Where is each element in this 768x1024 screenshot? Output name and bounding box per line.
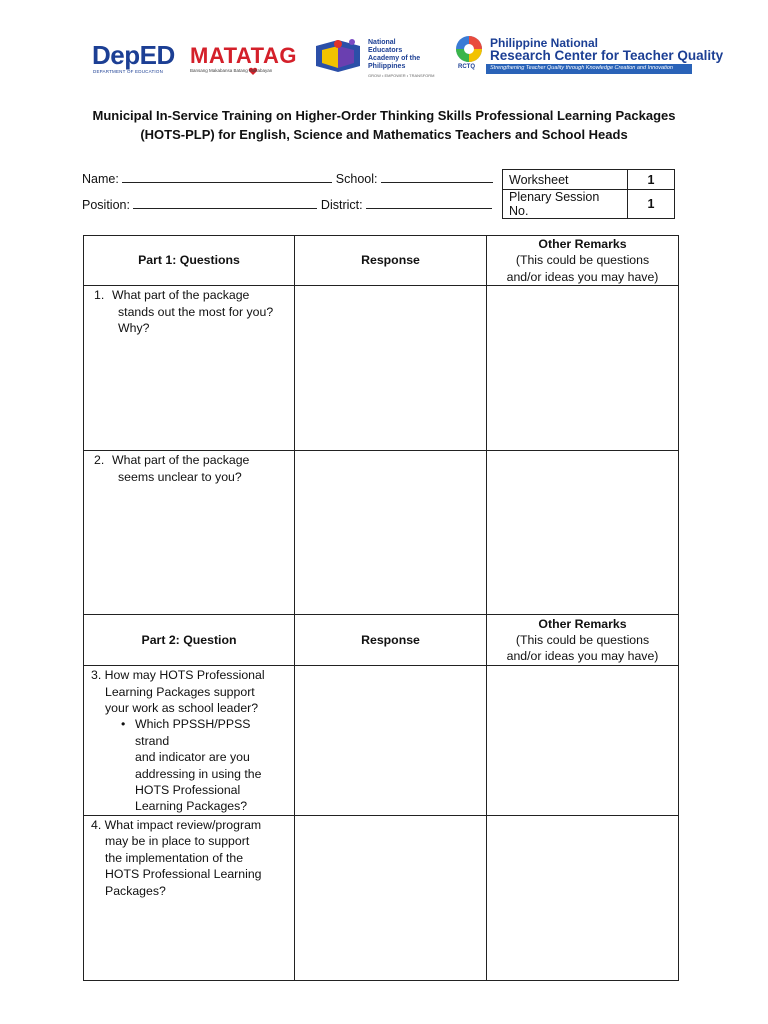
worksheet-info-table	[502, 169, 675, 219]
part2-header-row	[84, 615, 679, 666]
rctq-abbr: RCTQ	[458, 64, 475, 70]
deped-logo-text: DepED	[92, 40, 175, 70]
rctq-emblem-icon	[454, 34, 484, 64]
remarks-title: Other Remarks	[538, 237, 627, 251]
bullet-icon: •	[121, 717, 126, 732]
remarks-cell-3[interactable]	[487, 666, 679, 816]
part1-response-header: Response	[295, 236, 487, 286]
school-field[interactable]	[381, 170, 493, 183]
position-field[interactable]	[133, 196, 317, 209]
session-value: 1	[628, 190, 675, 219]
worksheet-row	[503, 170, 675, 190]
remarks-line-3: and/or ideas you may have)	[506, 649, 659, 664]
remarks-line-2: (This could be questions	[515, 253, 650, 268]
title-line-2: (HOTS-PLP) for English, Science and Mathematics Teachers and School Heads	[140, 127, 628, 142]
matatag-logo-subtext: Bansang Makabansa Batang Makabayan	[190, 68, 273, 73]
name-label: Name:	[82, 172, 119, 186]
part1-questions-header: Part 1: Questions	[84, 236, 295, 286]
part2-remarks-header	[487, 615, 679, 666]
name-field[interactable]	[122, 170, 332, 183]
session-label: Plenary Session No.	[503, 190, 628, 219]
deped-logo-subtext: DEPARTMENT OF EDUCATION	[93, 69, 164, 74]
worksheet-table	[83, 235, 679, 981]
rctq-tagline: Strengthening Teacher Quality through Knowledge Creation and Innovation	[490, 65, 673, 71]
response-cell-2[interactable]	[295, 451, 487, 615]
neap-logo-text: National Educators Academy of the Philippines	[368, 39, 421, 70]
matatag-logo-text: MATATAG	[190, 43, 297, 68]
info-row-2	[82, 196, 492, 212]
neap-emblem-icon	[312, 36, 364, 76]
rctq-logo-line1: Philippine National	[490, 36, 599, 50]
position-label: Position:	[82, 198, 130, 212]
response-cell-4[interactable]	[295, 815, 487, 980]
part1-header-row	[84, 236, 679, 286]
question-row-1	[84, 286, 679, 451]
question-row-4	[84, 815, 679, 980]
part2-questions-header: Part 2: Question	[84, 615, 295, 666]
question-2: 2. What part of the package seems unclear to you?	[84, 451, 295, 615]
worksheet-label: Worksheet	[503, 170, 628, 190]
rctq-logo-line2: Research Center for Teacher Quality	[490, 48, 724, 63]
remarks-cell-2[interactable]	[487, 451, 679, 615]
remarks-line-3: and/or ideas you may have)	[506, 269, 659, 284]
response-cell-1[interactable]	[295, 286, 487, 451]
remarks-cell-4[interactable]	[487, 815, 679, 980]
part1-remarks-header	[487, 236, 679, 286]
remarks-line-2: (This could be questions	[515, 633, 650, 648]
part2-response-header: Response	[295, 615, 487, 666]
question-1: 1. What part of the package stands out the most for you? Why?	[84, 286, 295, 451]
session-row	[503, 190, 675, 219]
district-field[interactable]	[366, 196, 492, 209]
question-4: 4. What impact review/program may be in place to support the implementation of the HOTS Professional Learning Packages?	[84, 815, 295, 980]
response-cell-3[interactable]	[295, 666, 487, 816]
remarks-cell-1[interactable]	[487, 286, 679, 451]
remarks-title: Other Remarks	[538, 616, 627, 631]
district-label: District:	[320, 198, 363, 212]
title-line-1: Municipal In-Service Training on Higher-Order Thinking Skills Professional Learning Packages	[92, 108, 676, 123]
neap-logo-subtext: GROW • EMPOWER • TRANSFORM	[368, 73, 435, 78]
school-label: School:	[335, 172, 378, 186]
question-row-3	[84, 666, 679, 816]
info-row-1	[82, 170, 493, 186]
worksheet-value: 1	[628, 170, 675, 190]
question-row-2	[84, 451, 679, 615]
document-title	[70, 106, 698, 144]
logo-bar	[0, 30, 768, 80]
question-3: 3. How may HOTS Professional Learning Packages support your work as school leader? • Which PPSSH/PPSS strand and indicator are you addressing in using the HOTS Professional Learning Packages?	[84, 666, 295, 816]
bullet-item: • Which PPSSH/PPSS strand	[121, 717, 251, 748]
